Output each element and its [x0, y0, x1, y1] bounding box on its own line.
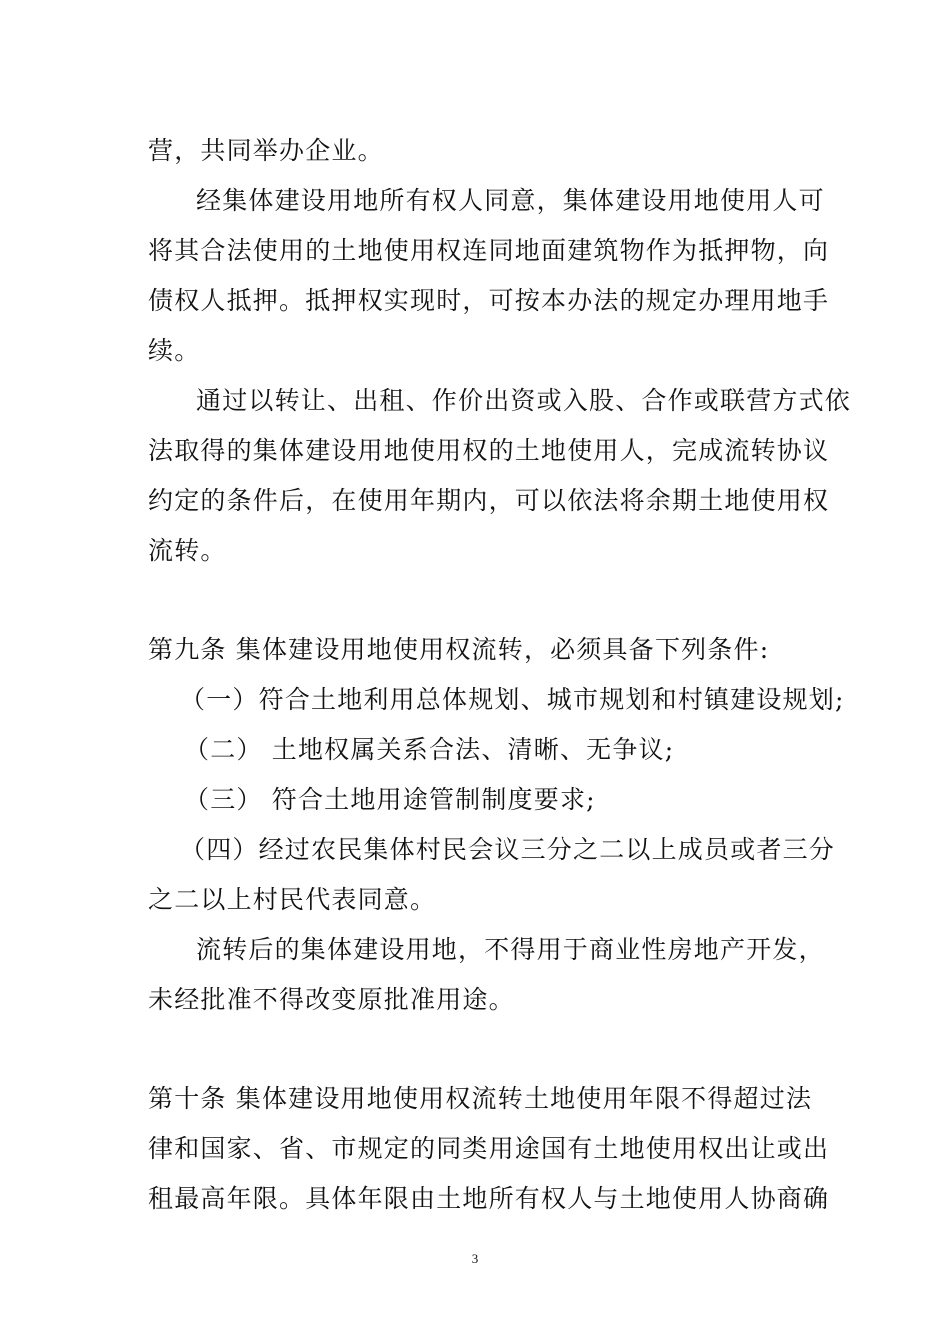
text-line: 未经批准不得改变原批准用途。 — [148, 985, 515, 1014]
text-line: 约定的条件后，在使用年期内，可以依法将余期土地使用权 — [148, 486, 830, 515]
text-line: 律和国家、省、市规定的同类用途国有土地使用权出让或出 — [148, 1134, 830, 1163]
list-item: （四）经过农民集体村民会议三分之二以上成员或者三分 — [180, 835, 836, 864]
text-line: 通过以转让、出租、作价出资或入股、合作或联营方式依 — [196, 386, 852, 415]
text-line: 流转后的集体建设用地，不得用于商业性房地产开发， — [196, 935, 825, 964]
text-line: 流转。 — [148, 536, 227, 565]
text-line: 经集体建设用地所有权人同意，集体建设用地使用人可 — [196, 186, 825, 215]
page-number: 3 — [471, 1251, 479, 1266]
text-line: 续。 — [148, 336, 201, 365]
article-heading: 第十条 集体建设用地使用权流转土地使用年限不得超过法 — [148, 1084, 813, 1113]
text-line: 债权人抵押。抵押权实现时，可按本办法的规定办理用地手 — [148, 286, 830, 315]
text-line: 法取得的集体建设用地使用权的土地使用人，完成流转协议 — [148, 436, 830, 465]
list-item: （一）符合土地利用总体规划、城市规划和村镇建设规划; — [180, 685, 845, 714]
text-line: 营，共同举办企业。 — [148, 136, 384, 165]
list-item: （二） 土地权属关系合法、清晰、无争议; — [184, 735, 675, 764]
text-line: 将其合法使用的土地使用权连同地面建筑物作为抵押物，向 — [148, 236, 830, 265]
list-item: （三） 符合土地用途管制制度要求; — [184, 785, 596, 814]
article-heading: 第九条 集体建设用地使用权流转，必须具备下列条件: — [148, 635, 770, 664]
text-line: 租最高年限。具体年限由土地所有权人与土地使用人协商确 — [148, 1184, 830, 1213]
text-line: 之二以上村民代表同意。 — [148, 885, 437, 914]
